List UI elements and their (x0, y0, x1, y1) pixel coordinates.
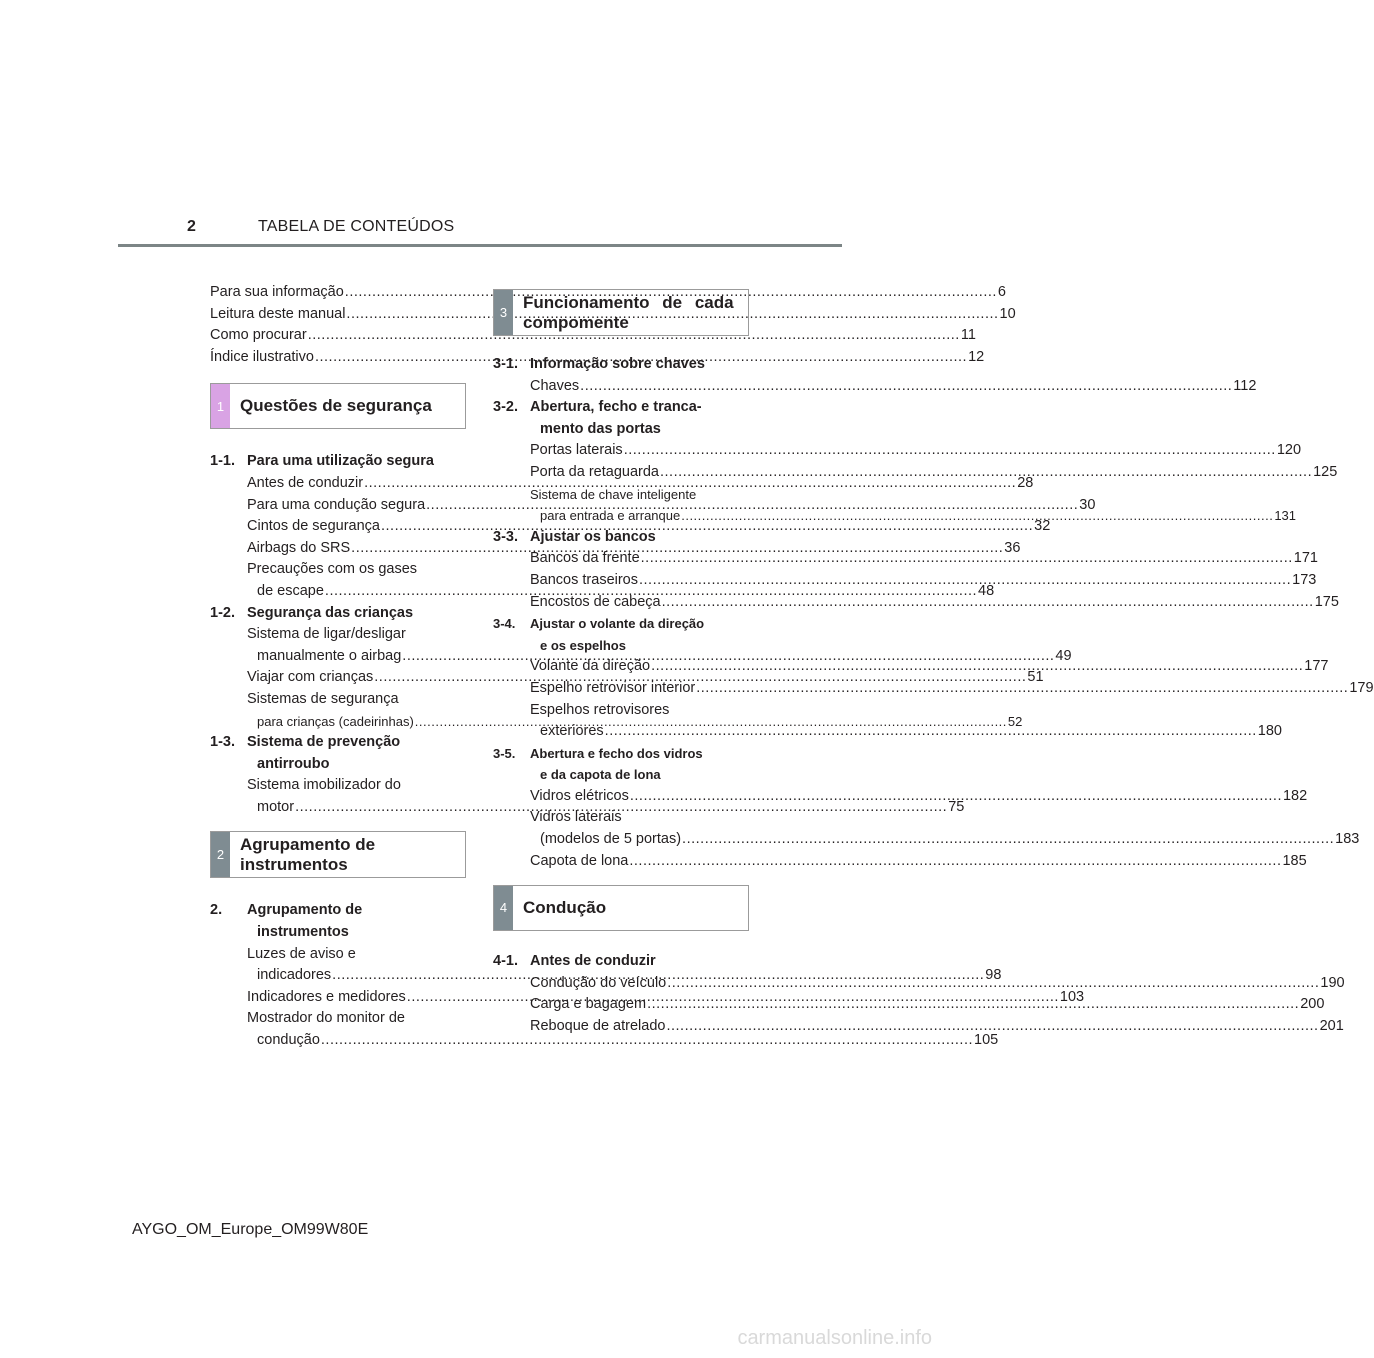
toc-entry[interactable]: Para uma condução segura ..... 30 (210, 495, 466, 517)
toc-entry[interactable]: Chaves ..... 112 (493, 376, 749, 398)
toc-entry[interactable]: Indicadores e medidores ..... 103 (210, 987, 466, 1009)
document-code: AYGO_OM_Europe_OM99W80E (132, 1221, 369, 1238)
chapter-heading-1-3[interactable]: 1-3. Sistema de prevenção antirroubo (210, 734, 401, 772)
section-tab-3: 3 (494, 290, 513, 335)
page-title: TABELA DE CONTEÚDOS (258, 218, 455, 235)
section-tab-4: 4 (494, 886, 513, 930)
toc-entry[interactable]: Sistema imobilizador do motor ..... 75 (210, 775, 466, 818)
chapter-heading-3-3[interactable]: 3-3. Ajustar os bancos (493, 528, 656, 545)
toc-entry[interactable]: Airbags do SRS ..... 36 (210, 538, 466, 560)
chapter-heading-3-4[interactable]: 3-4. Ajustar o volante da direção e os espelhos (493, 616, 705, 653)
toc-entry[interactable]: Condução do veículo ..... 190 (493, 973, 749, 995)
section-label: Condução (523, 898, 607, 918)
toc-entry[interactable]: Bancos da frente ..... 171 (493, 548, 749, 570)
toc-entry[interactable]: Reboque de atrelado ..... 201 (493, 1016, 749, 1038)
toc-entry[interactable]: Espelhos retrovisores exteriores ..... 180 (493, 700, 749, 743)
section-label: Funcionamento de cada compomente (523, 292, 734, 332)
watermark: carmanualsonline.info (737, 1327, 932, 1349)
toc-entry[interactable]: Carga e bagagem ..... 200 (493, 994, 749, 1016)
section-4-header[interactable] (493, 885, 749, 931)
toc-entry[interactable]: Viajar com crianças ..... 51 (210, 667, 466, 689)
toc-entry[interactable]: Porta da retaguarda ..... 125 (493, 462, 749, 484)
toc-entry[interactable]: Bancos traseiros ..... 173 (493, 570, 749, 592)
chapter-heading-3-2[interactable]: 3-2. Abertura, fecho e tranca- mento das portas (493, 399, 702, 437)
section-2-header[interactable] (210, 831, 466, 878)
toc-entry[interactable]: Índice ilustrativo ..... 12 (210, 347, 466, 369)
toc-entry[interactable]: Antes de conduzir ..... 28 (210, 473, 466, 495)
section-label: Questões de segurança (240, 396, 432, 416)
toc-entry[interactable]: Luzes de aviso e indicadores ..... 98 (210, 944, 466, 987)
section-tab-2: 2 (211, 832, 230, 877)
chapter-heading-3-1[interactable]: 3-1. Informação sobre chaves (493, 356, 705, 372)
toc-entry[interactable]: Como procurar ..... 11 (210, 325, 466, 347)
toc-entry[interactable]: Sistema de ligar/desligar manualmente o airbag ..... 49 (210, 624, 466, 667)
toc-entry[interactable]: Mostrador do monitor de condução ..... 105 (210, 1008, 466, 1051)
toc-entry[interactable]: Sistema de chave inteligente para entrada e arranque ..... 131 (493, 484, 749, 527)
toc-entry[interactable]: Vidros elétricos ..... 182 (493, 786, 749, 808)
section-label: Agrupamento de instrumentos (240, 834, 376, 874)
header-divider (118, 244, 842, 247)
toc-entry[interactable]: Precauções com os gases de escape ..... 48 (210, 559, 466, 602)
chapter-heading-1-2[interactable]: 1-2. Segurança das crianças (210, 604, 414, 621)
toc-entry[interactable]: Espelho retrovisor interior ..... 179 (493, 678, 749, 700)
toc-entry[interactable]: Portas laterais ..... 120 (493, 440, 749, 462)
toc-entry[interactable]: Capota de lona ..... 185 (493, 851, 749, 873)
toc-entry[interactable]: Para sua informação ..... 6 (210, 282, 466, 304)
section-1-header[interactable] (210, 383, 466, 429)
toc-entry[interactable]: Leitura deste manual ..... 10 (210, 304, 466, 326)
page-number: 2 (187, 218, 196, 235)
chapter-heading-1-1[interactable]: 1-1. Para uma utilização segura (210, 453, 434, 470)
chapter-heading-3-5[interactable]: 3-5. Abertura e fecho dos vidros e da capota de lona (493, 745, 703, 783)
section-tab-1: 1 (211, 384, 230, 428)
toc-entry[interactable]: Vidros laterais (modelos de 5 portas) ..... 183 (493, 807, 749, 850)
toc-entry[interactable]: Volante da direção ..... 177 (493, 656, 749, 678)
toc-entry[interactable]: Cintos de segurança ..... 32 (210, 516, 466, 538)
toc-entry[interactable]: Encostos de cabeça ..... 175 (493, 592, 749, 614)
toc-entry[interactable]: Sistemas de segurança para crianças (cadeirinhas) ..... 52 (210, 689, 466, 732)
chapter-heading-4-1[interactable]: 4-1. Antes de conduzir (493, 953, 656, 970)
section-3-header[interactable] (493, 289, 749, 336)
chapter-heading-2[interactable]: 2. Agrupamento de instrumentos (210, 902, 363, 941)
